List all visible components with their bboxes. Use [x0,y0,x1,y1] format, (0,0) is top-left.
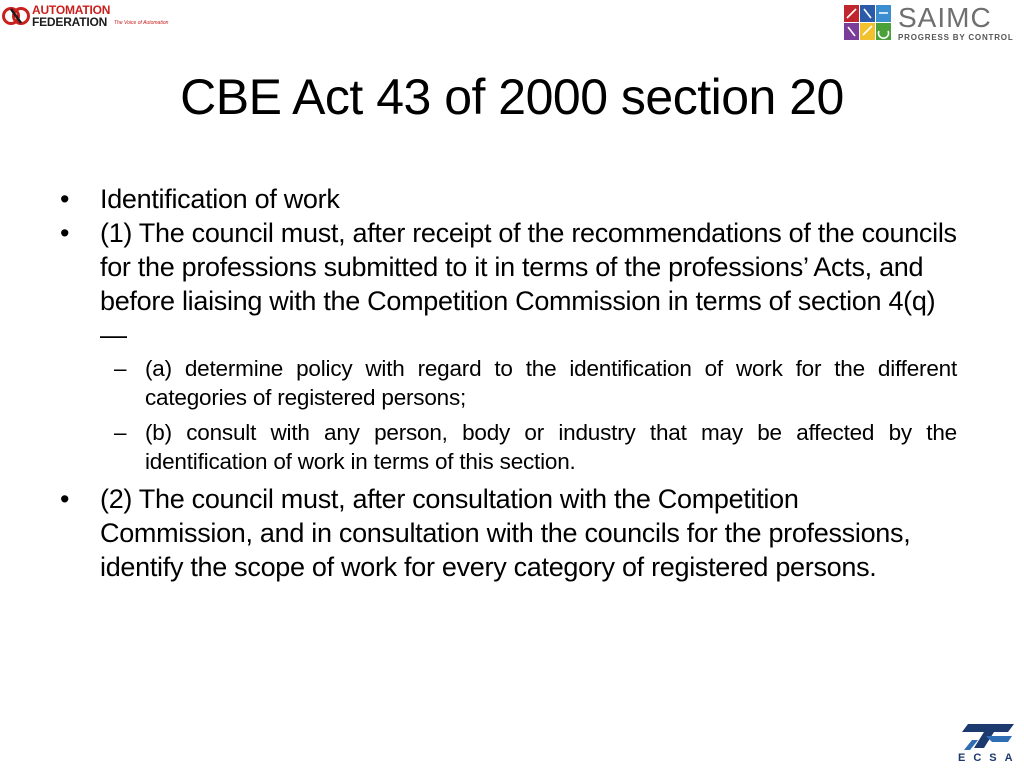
slide-title: CBE Act 43 of 2000 section 20 [180,69,844,125]
saimc-mosaic-icon [844,5,892,41]
saimc-logo [844,3,1022,43]
bullet-mark: • [60,218,70,248]
bullet-item [58,216,958,352]
bullet-text: (2) The council must, after consultation with the Competition Commission, and in consultation with the councils for the professions, identify the scope of work for every category of registered persons. [100,484,911,582]
dash-mark: – [114,420,127,445]
bullet-text: Identification of work [100,184,340,214]
automation-federation-tagline: The Voice of Automation [114,20,169,26]
ecsa-logo [948,718,1024,768]
sub-list [58,354,958,476]
sub-item-text: (b) consult with any person, body or industry that may be affected by the identification of work in terms of this section. [145,420,957,474]
sub-item-text: (a) determine policy with regard to the identification of work for the different categories of registered persons; [145,356,957,410]
bullet-item [58,482,958,584]
saimc-tagline: PROGRESS BY CONTROL [898,33,1014,42]
bullet-text: (1) The council must, after receipt of the recommendations of the councils for the professions submitted to it in terms of the professions’ Acts, and before liaising with the Competition Commission in terms of section 4(q)— [100,218,957,350]
slide-content [58,182,958,584]
automation-federation-line2: FEDERATION [32,15,108,29]
ecsa-wordmark: ECSA [958,752,1021,764]
sub-item [58,354,957,412]
automation-federation-emblem-icon [2,3,30,29]
automation-federation-logo [2,2,182,30]
bullet-item [58,182,958,216]
dash-mark: – [114,356,127,381]
sub-item [58,418,957,476]
saimc-wordmark: SAIMC [898,2,992,33]
bullet-mark: • [60,184,70,214]
bullet-mark: • [60,484,70,514]
automation-federation-line1: AUTOMATION [32,3,111,17]
